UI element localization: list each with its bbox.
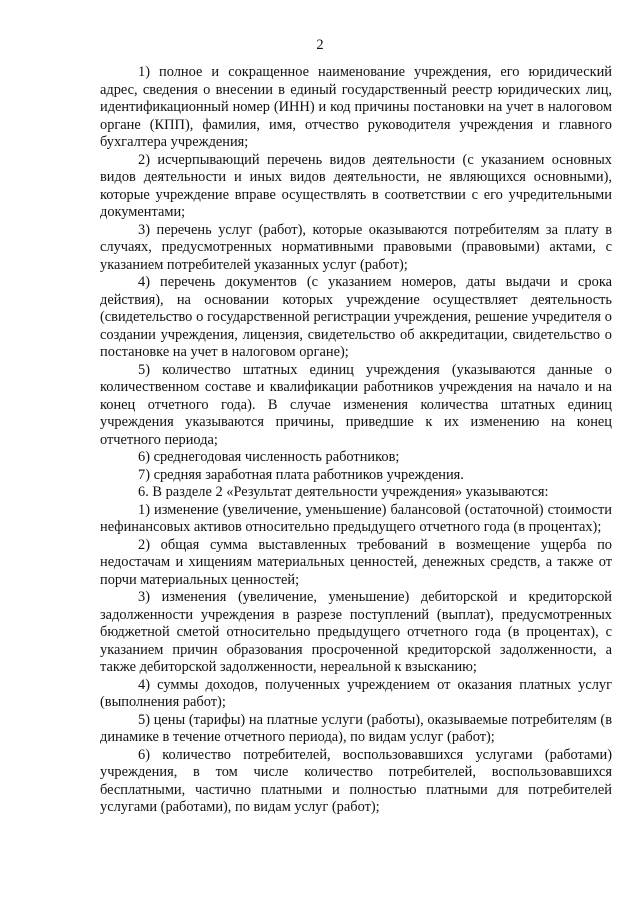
paragraph-item-7: 7) средняя заработная плата работников учреждения.: [138, 466, 464, 483]
paragraph-item-6: 6) среднегодовая численность работников;: [138, 449, 400, 465]
paragraph-item-4: 4) перечень документов (с указанием номеров, даты выдачи и срока действия), на основании которых учреждение осуществляет деятельность (свидетельство о государственной регистрации учреждения, решение учредителя о создании учреждения, лицензия, свидетельство об аккредитации, свидетельство о постановке на учет в налоговом органе);: [100, 274, 612, 360]
section-2-item-2: 2) общая сумма выставленных требований в возмещение ущерба по недостачам и хищениям материальных ценностей, денежных средств, а также от порчи материальных ценностей;: [100, 536, 612, 588]
document-body: [100, 64, 612, 817]
section-2-item-1: 1) изменение (увеличение, уменьшение) балансовой (остаточной) стоимости нефинансовых активов относительно предыдущего отчетного года (в процентах);: [100, 501, 612, 535]
paragraph-item-1: 1) полное и сокращенное наименование учреждения, его юридический адрес, сведения о внесении в единый государственный реестр юридических лиц, идентификационный номер (ИНН) и код причины постановки на учет в налоговом органе (КПП), фамилия, имя, отчество руководителя учреждения и главного бухгалтера учреждения;: [100, 64, 612, 150]
paragraph-item-3: 3) перечень услуг (работ), которые оказываются потребителям за плату в случаях, предусмотренных нормативными правовыми (правовыми) актами, с указанием потребителей указанных услуг (работ);: [100, 221, 612, 273]
section-2-item-5: 5) цены (тарифы) на платные услуги (работы), оказываемые потребителям (в динамике в течение отчетного периода), по видам услуг (работ);: [100, 711, 612, 745]
section-2-heading: 6. В разделе 2 «Результат деятельности учреждения» указываются:: [138, 484, 549, 500]
section-2-item-6: 6) количество потребителей, воспользовавшихся услугами (работами) учреждения, в том числе количество потребителей, воспользовавшихся бесплатными, частично платными и полностью платными для потребителей услугами (работами), по видам услуг (работ);: [100, 746, 612, 815]
section-2-item-4: 4) суммы доходов, полученных учреждением от оказания платных услуг (выполнения работ);: [100, 676, 612, 710]
section-2-item-3: 3) изменения (увеличение, уменьшение) дебиторской и кредиторской задолженности учреждения в разрезе поступлений (выплат), предусмотренных бюджетной сметой относительно предыдущего отчетного года (в процентах), с указанием причин образования просроченной кредиторской задолженности, а также дебиторской задолженности, нереальной к взысканию;: [100, 589, 612, 675]
page-number: 2: [316, 37, 324, 53]
paragraph-item-5: 5) количество штатных единиц учреждения (указываются данные о количественном составе и квалификации работников учреждения на начало и на конец отчетного года). В случае изменения количества штатных единиц учреждения указываются причины, приведшие к их изменению на конец отчетного периода;: [100, 361, 612, 448]
paragraph-item-2: 2) исчерпывающий перечень видов деятельности (с указанием основных видов деятельности и иных видов деятельности, не являющихся основными), которые учреждение вправе осуществлять в соответствии с его учредительными документами;: [100, 151, 612, 220]
